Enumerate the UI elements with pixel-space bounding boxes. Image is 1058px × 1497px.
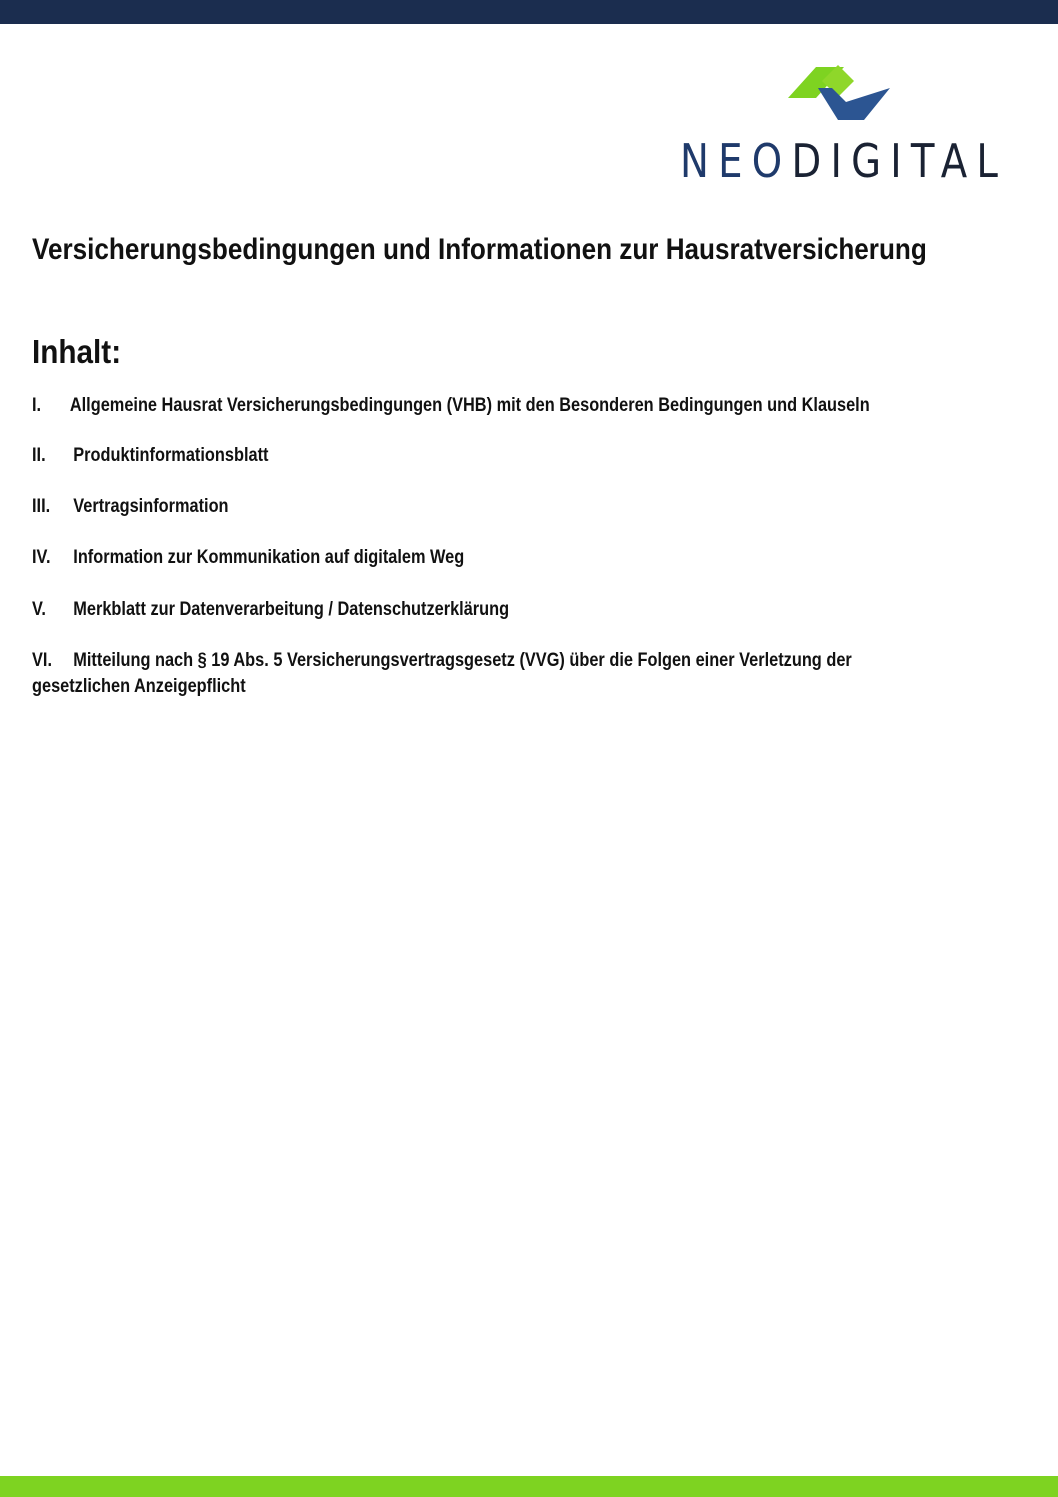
logo-text-digital: DIGITAL xyxy=(791,134,1008,188)
toc-item-text: Produktinformationsblatt xyxy=(73,445,269,466)
logo-text-neo: NEO xyxy=(680,134,792,188)
toc-item-1 xyxy=(32,393,870,419)
toc-item-5 xyxy=(32,597,509,623)
toc-item-text: Allgemeine Hausrat Versicherungsbedingungen (VHB) mit den Besonderen Bedingungen und Klauseln xyxy=(69,395,870,416)
toc-item-number: VI. xyxy=(32,650,52,671)
neodigital-logo xyxy=(676,60,1006,192)
toc-item-text: Merkblatt zur Datenverarbeitung / Datenschutzerklärung xyxy=(73,599,510,620)
toc-item-text: Mitteilung nach § 19 Abs. 5 Versicherungsvertragsgesetz (VVG) über die Folgen einer Verletzung der gesetzlichen Anzeigepflicht xyxy=(32,650,852,697)
toc-item-6 xyxy=(32,648,952,700)
toc-item-text: Information zur Kommunikation auf digitalem Weg xyxy=(73,547,465,568)
header-bar xyxy=(0,0,1058,24)
toc-item-text: Vertragsinformation xyxy=(73,496,229,517)
toc-item-2 xyxy=(32,443,268,469)
logo-mark-icon xyxy=(784,60,890,124)
logo-wordmark xyxy=(680,132,1008,190)
toc-item-4 xyxy=(32,545,464,571)
toc-item-3 xyxy=(32,494,229,520)
toc-item-number: III. xyxy=(32,496,51,517)
toc-heading: Inhalt: xyxy=(32,333,122,370)
footer-bar xyxy=(0,1476,1058,1497)
toc-item-number: V. xyxy=(32,599,46,620)
toc-item-number: II. xyxy=(32,445,46,466)
document-title: Versicherungsbedingungen und Informationen zur Hausratversicherung xyxy=(32,233,927,266)
toc-item-number: IV. xyxy=(32,547,51,568)
toc-item-number: I. xyxy=(32,395,42,416)
